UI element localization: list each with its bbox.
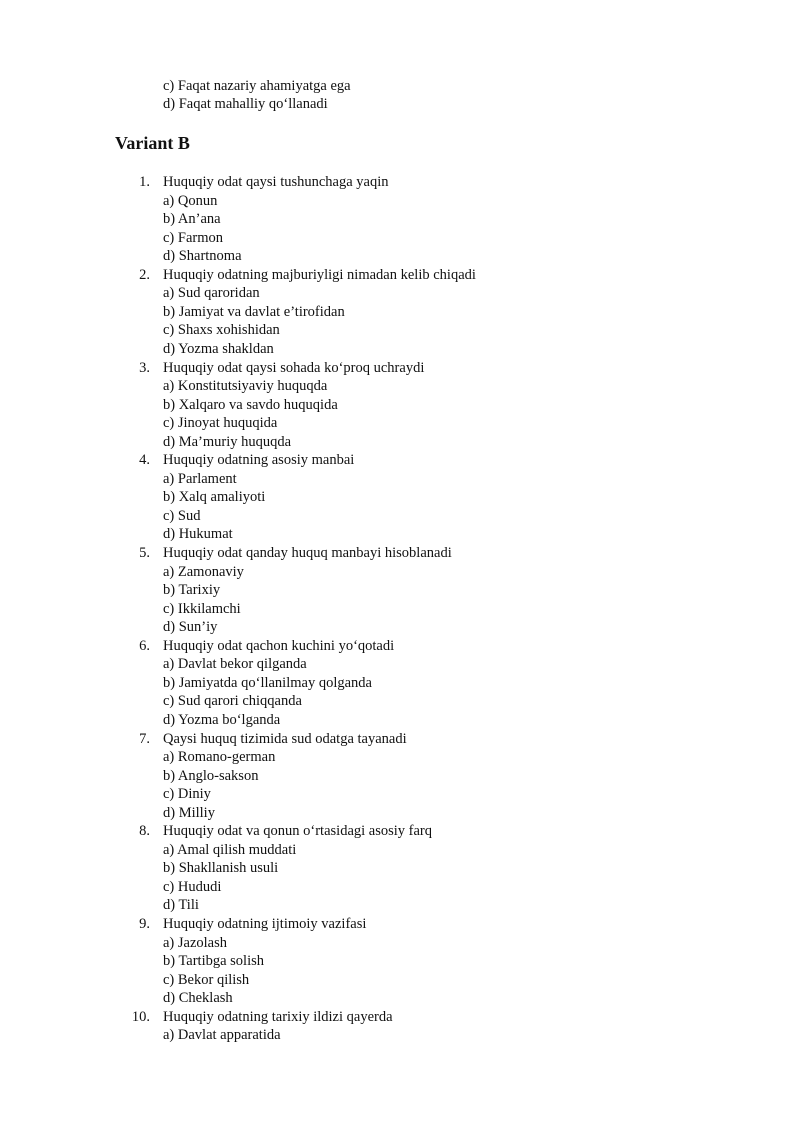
question-text: Huquqiy odat va qonun o‘rtasidagi asosiy farq xyxy=(163,823,433,840)
question-text: Huquqiy odatning tarixiy ildizi qayerda xyxy=(163,1008,393,1025)
answer-option: c) Sud xyxy=(163,507,201,524)
question-text: Huquqiy odatning asosiy manbai xyxy=(163,452,355,469)
answer-option: d) Tili xyxy=(163,897,199,914)
answer-option: c) Shaxs xohishidan xyxy=(163,322,280,339)
answer-option: a) Romano-german xyxy=(163,749,276,766)
answer-option: b) Tarixiy xyxy=(163,582,221,599)
answer-option: d) Yozma bo‘lganda xyxy=(163,711,281,728)
answer-option: c) Ikkilamchi xyxy=(163,600,241,617)
answer-option: a) Sud qaroridan xyxy=(163,285,260,302)
answer-option: b) Xalqaro va savdo huquqida xyxy=(163,396,338,413)
answer-option: a) Qonun xyxy=(163,192,218,209)
answer-option: c) Sud qarori chiqqanda xyxy=(163,693,302,710)
question-text: Huquqiy odat qaysi tushunchaga yaqin xyxy=(163,174,389,190)
answer-option: a) Amal qilish muddati xyxy=(163,841,297,858)
answer-option: d) Hukumat xyxy=(163,526,233,543)
answer-option: b) Jamiyatda qo‘llanilmay qolganda xyxy=(163,674,372,691)
question-number: 5. xyxy=(139,545,150,561)
answer-option: d) Sun’iy xyxy=(163,619,218,636)
question-number: 1. xyxy=(139,174,150,190)
question-number: 7. xyxy=(139,730,150,747)
carryover-option-c: c) Faqat nazariy ahamiyatga ega xyxy=(163,78,351,94)
question-number: 2. xyxy=(139,266,150,283)
answer-option: c) Bekor qilish xyxy=(163,971,250,988)
question-number: 10. xyxy=(131,1008,150,1025)
section-title: Variant B xyxy=(115,133,190,153)
answer-option: c) Farmon xyxy=(163,229,223,246)
answer-option: d) Yozma shakldan xyxy=(163,340,274,357)
answer-option: b) An’ana xyxy=(163,211,221,228)
answer-option: a) Konstitutsiyaviy huquqda xyxy=(163,378,328,395)
answer-option: c) Jinoyat huquqida xyxy=(163,415,278,432)
answer-option: a) Jazolash xyxy=(163,934,228,951)
carryover-option-d: d) Faqat mahalliy qo‘llanadi xyxy=(163,96,328,112)
question-text: Huquqiy odatning ijtimoiy vazifasi xyxy=(163,916,367,932)
question-text: Huquqiy odat qanday huquq manbayi hisoblanadi xyxy=(163,545,452,561)
answer-option: d) Ma’muriy huquqda xyxy=(163,433,292,450)
answer-option: c) Hududi xyxy=(163,878,222,895)
question-number: 6. xyxy=(139,637,150,654)
question-number: 3. xyxy=(139,359,150,376)
answer-option: d) Cheklash xyxy=(163,990,233,1007)
answer-option: a) Parlament xyxy=(163,470,237,487)
answer-option: b) Shakllanish usuli xyxy=(163,860,279,877)
answer-option: b) Xalq amaliyoti xyxy=(163,489,266,506)
answer-option: a) Davlat apparatida xyxy=(163,1027,281,1044)
question-text: Huquqiy odatning majburiyligi nimadan kelib chiqadi xyxy=(163,266,476,283)
answer-option: b) Anglo-sakson xyxy=(163,767,259,784)
question-number: 8. xyxy=(139,823,150,840)
question-text: Qaysi huquq tizimida sud odatga tayanadi xyxy=(163,730,407,747)
answer-option: c) Diniy xyxy=(163,786,211,803)
answer-option: d) Shartnoma xyxy=(163,248,242,265)
answer-option: a) Davlat bekor qilganda xyxy=(163,656,307,673)
answer-option: b) Jamiyat va davlat e’tirofidan xyxy=(163,303,345,320)
question-text: Huquqiy odat qachon kuchini yo‘qotadi xyxy=(163,637,395,654)
answer-option: a) Zamonaviy xyxy=(163,563,244,580)
question-number: 9. xyxy=(139,916,150,932)
answer-option: d) Milliy xyxy=(163,804,215,821)
answer-option: b) Tartibga solish xyxy=(163,953,265,970)
question-number: 4. xyxy=(139,452,150,469)
question-text: Huquqiy odat qaysi sohada ko‘proq uchraydi xyxy=(163,359,425,376)
